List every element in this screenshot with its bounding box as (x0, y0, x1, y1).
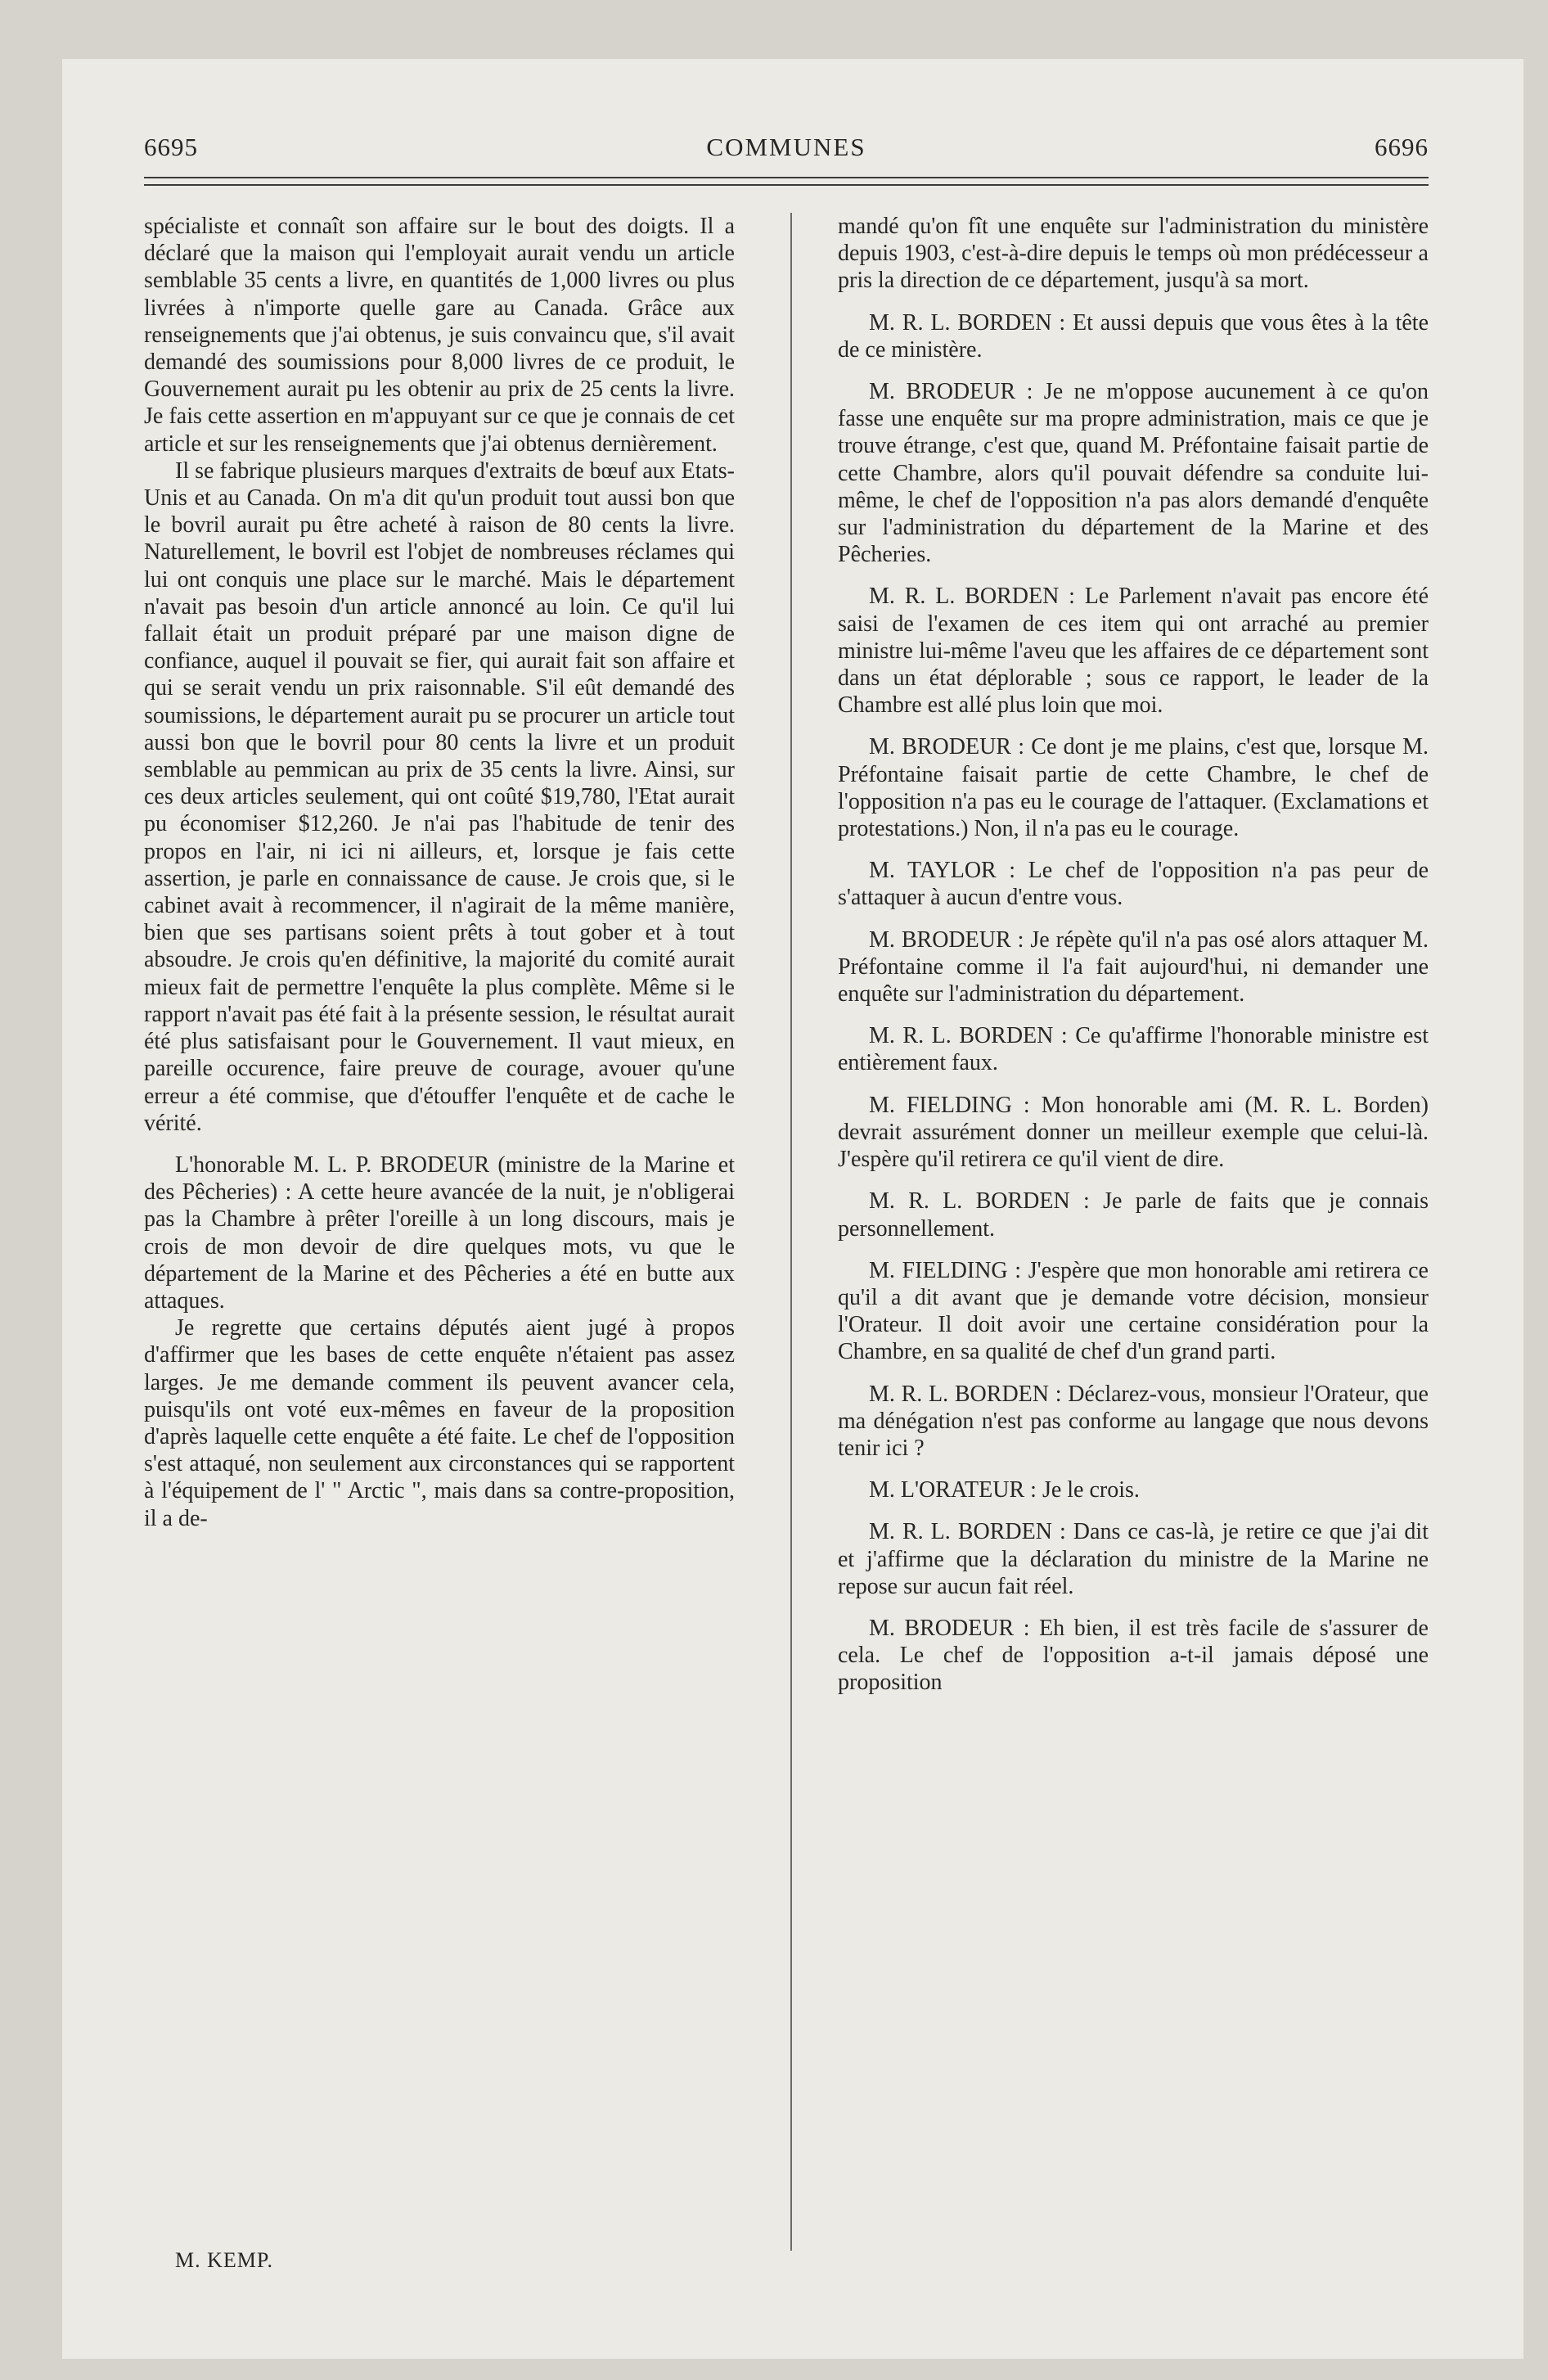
running-head (144, 133, 1429, 165)
paragraph: M. R. L. BORDEN : Ce qu'affirme l'honorable ministre est entièrement faux. (838, 1023, 1429, 1076)
page-number-right: 6696 (1375, 133, 1429, 161)
paragraph: Il se fabrique plusieurs marques d'extraits de bœuf aux Etats-Unis et au Canada. On m'a dit qu'un produit tout aussi bon que le bovril aurait pu être acheté à raison de 80 cents la livre. Naturellement, le bovril est l'objet de nombreuses réclames qui lui ont conquis une place sur le marché. Mais le département n'avait pas besoin d'un article annoncé au loin. Ce qu'il lui fallait était un produit préparé par une maison digne de confiance, auquel il pouvait se fier, qui aurait fait son affaire et qui se serait vendu un prix raisonnable. S'il eût demandé des soumissions, le département aurait pu se procurer un article tout aussi bon que le bovril pour 80 cents la livre et un produit semblable au pemmican au prix de 35 cents la livre. Ainsi, sur ces deux articles seulement, qui ont coûté $19,780, l'Etat aurait pu économiser $12,260. Je n'ai pas l'habitude de tenir des propos en l'air, ni ici ni ailleurs, et, lorsque je fais cette assertion, je parle en connaissance de cause. Je crois que, si le cabinet avait à recommencer, il n'agirait de la même manière, bien que ses partisans soient prêts à tout gober et à tout absoudre. Je crois qu'en définitive, la majorité du comité aurait mieux fait de permettre l'enquête la plus complète. Même si le rapport n'avait pas été fait à la présente session, le résultat aurait été plus satisfaisant pour le Gouvernement. Il vaut mieux, en pareille occurence, faire preuve de courage, avouer qu'une erreur a été commise, que d'étouffer l'enquête et de cache le vérité. (144, 458, 735, 1136)
left-column (144, 213, 735, 1532)
right-column (838, 213, 1429, 1697)
paragraph: M. BRODEUR : Eh bien, il est très facile de s'assurer de cela. Le chef de l'opposition a-t-il jamais déposé une proposition (838, 1615, 1429, 1696)
paragraph: M. BRODEUR : Ce dont je me plains, c'est que, lorsque M. Préfontaine faisait partie de cette Chambre, le chef de l'opposition n'a pas eu le courage de l'attaquer. (Exclamations et protestations.) Non, il n'a pas eu le courage. (838, 734, 1429, 842)
paragraph: Je regrette que certains députés aient jugé à propos d'affirmer que les bases de cette enquête n'étaient pas assez larges. Je me demande comment ils peuvent avancer cela, puisqu'ils ont voté eux-mêmes en faveur de la proposition d'après laquelle cette enquête a été faite. Le chef de l'opposition s'est attaqué, non seulement aux circonstances qui se rapportent à l'équipement de l' " Arctic ", mais dans sa contre-proposition, il a de- (144, 1315, 735, 1531)
header-rule (144, 177, 1429, 186)
paragraph: M. R. L. BORDEN : Dans ce cas-là, je retire ce que j'ai dit et j'affirme que la déclaration du ministre de la Marine ne repose sur aucun fait réel. (838, 1519, 1429, 1599)
page-scan (62, 59, 1523, 2359)
paragraph: M. FIELDING : Mon honorable ami (M. R. L. Borden) devrait assurément donner un meilleur exemple que celui-là. J'espère qu'il retirera ce qu'il vient de dire. (838, 1092, 1429, 1173)
column-divider (790, 213, 792, 2251)
page-title: COMMUNES (706, 133, 866, 161)
paragraph: M. BRODEUR : Je répète qu'il n'a pas osé alors attaquer M. Préfontaine comme il l'a fait aujourd'hui, ni demander une enquête sur l'administration du département. (838, 926, 1429, 1007)
paragraph: M. R. L. BORDEN : Déclarez-vous, monsieur l'Orateur, que ma dénégation n'est pas conforme au langage que nous devons tenir ici ? (838, 1381, 1429, 1461)
paragraph: M. BRODEUR : Je ne m'oppose aucunement à ce qu'on fasse une enquête sur ma propre administration, mais ce que je trouve étrange, c'est que, quand M. Préfontaine faisait partie de cette Chambre, alors qu'il pouvait défendre sa conduite lui-même, le chef de l'opposition n'a pas alors demandé d'enquête sur l'administration du département de la Marine et des Pêcheries. (838, 379, 1429, 568)
paragraph: M. R. L. BORDEN : Je parle de faits que je connais personnellement. (838, 1188, 1429, 1242)
page-number-left: 6695 (144, 133, 198, 161)
paragraph: L'honorable M. L. P. BRODEUR (ministre de la Marine et des Pêcheries) : A cette heure avancée de la nuit, je n'obligerai pas la Chambre à prêter l'oreille à un long discours, mais je crois de mon devoir de dire quelques mots, vu que le département de la Marine et des Pêcheries a été en butte aux attaques. (144, 1152, 735, 1314)
paragraph: M. R. L. BORDEN : Et aussi depuis que vous êtes à la tête de ce ministère. (838, 309, 1429, 363)
paragraph: M. FIELDING : J'espère que mon honorable ami retirera ce qu'il a dit avant que je demande votre décision, monsieur l'Orateur. Il doit avoir une certaine considération pour la Chambre, en sa qualité de chef d'un grand parti. (838, 1257, 1429, 1365)
paragraph: spécialiste et connaît son affaire sur le bout des doigts. Il a déclaré que la maison qui l'employait aurait vendu un article semblable 35 cents a livre, en quantités de 1,000 livres ou plus livrées à n'importe quelle gare au Canada. Grâce aux renseignements que j'ai obtenus, je suis convaincu que, s'il avait demandé des soumissions pour 8,000 livres de ce produit, le Gouvernement aurait pu les obtenir au prix de 25 cents la livre. Je fais cette assertion en m'appuyant sur ce que je connais de cet article et sur les renseignements que j'ai obtenus dernièrement. (144, 214, 735, 457)
footer-signature: M. KEMP. (175, 2248, 273, 2272)
paragraph: M. TAYLOR : Le chef de l'opposition n'a pas peur de s'attaquer à aucun d'entre vous. (838, 858, 1429, 911)
paragraph: mandé qu'on fît une enquête sur l'administration du ministère depuis 1903, c'est-à-dire depuis le temps où mon prédécesseur a pris la direction de ce département, jusqu'à sa mort. (838, 214, 1429, 294)
paragraph: M. R. L. BORDEN : Le Parlement n'avait pas encore été saisi de l'examen de ces item qui ont arraché au premier ministre lui-même l'aveu que les affaires de ce département sont dans un état déplorable ; sous ce rapport, le leader de la Chambre est allé plus loin que moi. (838, 584, 1429, 719)
paragraph: M. L'ORATEUR : Je le crois. (869, 1477, 1140, 1503)
